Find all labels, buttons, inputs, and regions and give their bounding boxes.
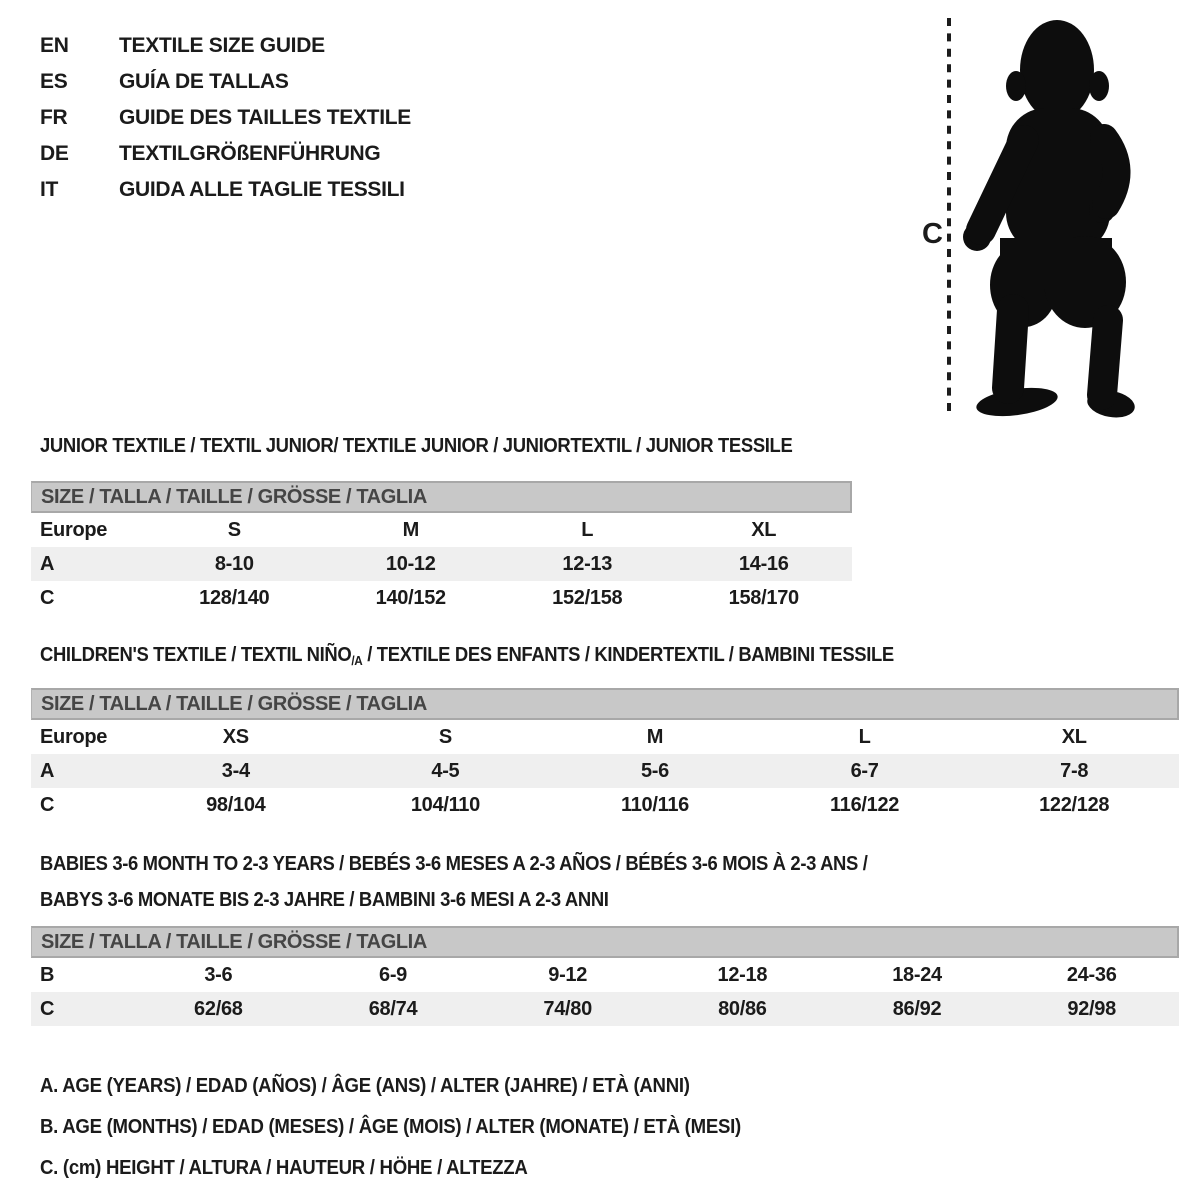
age-cell: 12-13 bbox=[562, 552, 613, 575]
table-row-europe bbox=[31, 513, 852, 547]
table-row-height-cm bbox=[31, 581, 852, 615]
lang-code: FR bbox=[40, 106, 68, 129]
babies-table-title bbox=[40, 846, 867, 918]
size-cell: L bbox=[858, 725, 871, 748]
age-cell: 7-8 bbox=[1060, 759, 1089, 782]
row-label: C bbox=[40, 997, 55, 1020]
title-text: CHILDREN'S TEXTILE / TEXTIL NIÑO bbox=[40, 643, 352, 666]
age-cell: 14-16 bbox=[738, 552, 789, 575]
legend-age-years: A. AGE (YEARS) / EDAD (AÑOS) / ÂGE (ANS) / ALTER (JAHRE) / ETÀ (ANNI) bbox=[40, 1075, 690, 1097]
size-header-label: SIZE / TALLA / TAILLE / GRÖSSE / TAGLIA bbox=[41, 485, 427, 508]
title-text: / TEXTILE DES ENFANTS / KINDERTEXTIL / BAMBINI TESSILE bbox=[362, 643, 894, 666]
row-label: C bbox=[40, 793, 55, 816]
row-label: Europe bbox=[40, 725, 108, 748]
height-cell: 122/128 bbox=[1039, 793, 1110, 816]
age-cell: 6-9 bbox=[379, 963, 408, 986]
size-cell: M bbox=[646, 725, 664, 748]
children-size-table bbox=[31, 688, 1179, 822]
lang-title: TEXTILGRÖßENFÜHRUNG bbox=[119, 142, 381, 165]
size-cell: XL bbox=[1061, 725, 1087, 748]
height-cell: 74/80 bbox=[543, 997, 592, 1020]
lang-code: DE bbox=[40, 142, 69, 165]
junior-table-title: JUNIOR TEXTILE / TEXTIL JUNIOR/ TEXTILE JUNIOR / JUNIORTEXTIL / JUNIOR TESSILE bbox=[40, 434, 793, 457]
height-cell: 62/68 bbox=[194, 997, 243, 1020]
table-row-age-years bbox=[31, 754, 1179, 788]
size-cell: XS bbox=[222, 725, 249, 748]
lang-code: ES bbox=[40, 70, 68, 93]
children-table-title bbox=[40, 643, 894, 673]
toddler-silhouette-icon bbox=[878, 0, 1200, 440]
age-cell: 3-6 bbox=[204, 963, 233, 986]
height-cell: 158/170 bbox=[728, 586, 799, 609]
height-cell: 80/86 bbox=[718, 997, 767, 1020]
age-cell: 24-36 bbox=[1066, 963, 1117, 986]
age-cell: 18-24 bbox=[892, 963, 942, 986]
size-header-bar bbox=[31, 481, 852, 513]
height-cell: 110/116 bbox=[620, 793, 689, 816]
table-row-age-months bbox=[31, 958, 1179, 992]
size-header-bar bbox=[31, 688, 1179, 720]
height-cell: 128/140 bbox=[199, 586, 270, 609]
age-cell: 5-6 bbox=[640, 759, 669, 782]
size-header-bar bbox=[31, 926, 1179, 958]
lang-title: GUIDE DES TAILLES TEXTILE bbox=[119, 106, 411, 129]
age-cell: 6-7 bbox=[850, 759, 879, 782]
height-cell: 116/122 bbox=[830, 793, 900, 816]
age-cell: 3-4 bbox=[221, 759, 250, 782]
table-row-age-years bbox=[31, 547, 852, 581]
measurement-figure bbox=[878, 0, 1200, 440]
age-cell: 9-12 bbox=[548, 963, 588, 986]
legend-height-cm: C. (cm) HEIGHT / ALTURA / HAUTEUR / HÖHE / ALTEZZA bbox=[40, 1157, 528, 1179]
lang-title: TEXTILE SIZE GUIDE bbox=[119, 34, 325, 57]
row-label: A bbox=[40, 552, 55, 575]
row-label: A bbox=[40, 759, 55, 782]
title-line-2: BABYS 3-6 MONATE BIS 2-3 JAHRE / BAMBINI 3-6 MESI A 2-3 ANNI bbox=[40, 888, 609, 911]
language-title-list bbox=[40, 28, 411, 208]
height-cell: 152/158 bbox=[552, 586, 623, 609]
lang-code: IT bbox=[40, 178, 59, 201]
size-header-label: SIZE / TALLA / TAILLE / GRÖSSE / TAGLIA bbox=[41, 692, 427, 715]
lang-row-de bbox=[40, 136, 411, 172]
babies-size-table bbox=[31, 926, 1179, 1026]
height-cell: 104/110 bbox=[410, 793, 480, 816]
height-cell: 86/92 bbox=[892, 997, 942, 1020]
lang-title: GUIDA ALLE TAGLIE TESSILI bbox=[119, 178, 405, 201]
title-line-1: BABIES 3-6 MONTH TO 2-3 YEARS / BEBÉS 3-6 MESES A 2-3 AÑOS / BÉBÉS 3-6 MOIS À 2-3 ANS / bbox=[40, 852, 868, 875]
lang-row-fr bbox=[40, 100, 411, 136]
lang-row-en bbox=[40, 28, 411, 64]
height-cell: 92/98 bbox=[1067, 997, 1116, 1020]
height-cell: 68/74 bbox=[368, 997, 418, 1020]
row-label: Europe bbox=[40, 518, 108, 541]
row-label: B bbox=[40, 963, 55, 986]
table-row-height-cm bbox=[31, 992, 1179, 1026]
lang-code: EN bbox=[40, 34, 69, 57]
height-cell: 98/104 bbox=[206, 793, 266, 816]
row-label: C bbox=[40, 586, 55, 609]
junior-size-table bbox=[31, 481, 852, 615]
legend-age-months: B. AGE (MONTHS) / EDAD (MESES) / ÂGE (MOIS) / ALTER (MONATE) / ETÀ (MESI) bbox=[40, 1116, 741, 1138]
lang-row-it bbox=[40, 172, 411, 208]
size-cell: M bbox=[402, 518, 419, 541]
table-row-europe bbox=[31, 720, 1179, 754]
height-cell: 140/152 bbox=[375, 586, 446, 609]
size-header-label: SIZE / TALLA / TAILLE / GRÖSSE / TAGLIA bbox=[41, 930, 427, 953]
measurement-legend bbox=[40, 1066, 794, 1189]
lang-row-es bbox=[40, 64, 411, 100]
age-cell: 10-12 bbox=[385, 552, 436, 575]
table-row-height-cm bbox=[31, 788, 1179, 822]
height-measure-label: C bbox=[922, 218, 943, 250]
age-cell: 4-5 bbox=[431, 759, 460, 782]
size-cell: S bbox=[438, 725, 452, 748]
size-cell: XL bbox=[751, 518, 777, 541]
age-cell: 8-10 bbox=[214, 552, 254, 575]
lang-title: GUÍA DE TALLAS bbox=[119, 70, 289, 93]
age-cell: 12-18 bbox=[717, 963, 768, 986]
size-cell: L bbox=[581, 518, 594, 541]
title-subscript: /A bbox=[351, 653, 363, 668]
size-cell: S bbox=[227, 518, 241, 541]
